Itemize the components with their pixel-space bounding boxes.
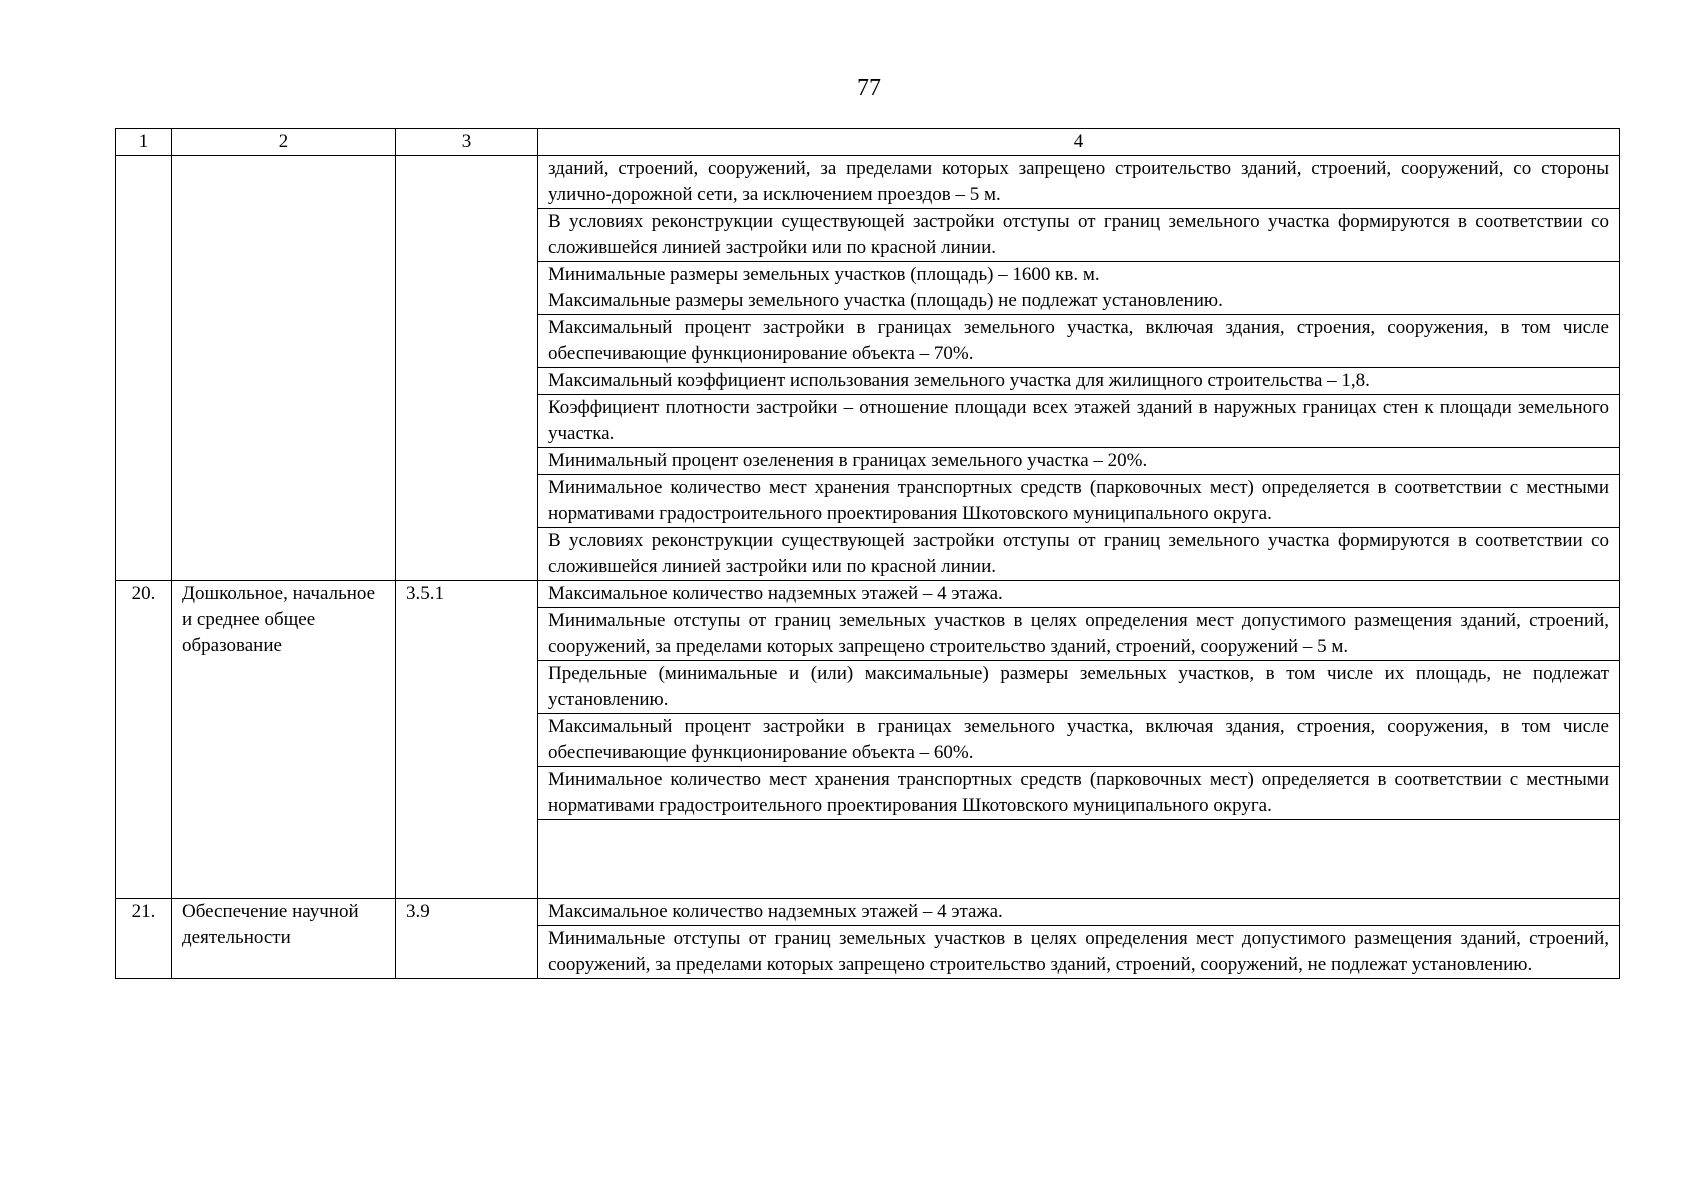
row-code-cell: 3.9	[396, 899, 538, 979]
header-row	[116, 129, 1620, 156]
row-name-cell	[172, 156, 396, 581]
regulation-paragraph: Минимальные отступы от границ земельных участков в целях определения мест допустимого размещения зданий, строений, сооружений, за пределами которых запрещено строительство зданий, строений, сооружений, не подлежат установлению.	[538, 926, 1620, 979]
table-row	[116, 581, 1620, 608]
table-row	[116, 899, 1620, 926]
table-row	[116, 156, 1620, 209]
regulation-paragraph: В условиях реконструкции существующей застройки отступы от границ земельного участка формируются в соответствии со сложившейся линией застройки или по красной линии.	[538, 528, 1620, 581]
header-col-3: 3	[396, 129, 538, 156]
regulation-paragraph: Минимальные размеры земельных участков (площадь) – 1600 кв. м. Максимальные размеры земельного участка (площадь) не подлежат установлению.	[538, 262, 1620, 315]
regulation-paragraph: Минимальное количество мест хранения транспортных средств (парковочных мест) определяется в соответствии с местными нормативами градостроительного проектирования Шкотовского муниципального округа.	[538, 475, 1620, 528]
regulations-table	[115, 128, 1620, 979]
regulation-paragraph: Максимальный процент застройки в границах земельного участка, включая здания, строения, сооружения, в том числе обеспечивающие функционирование объекта – 70%.	[538, 315, 1620, 368]
regulation-paragraph: Коэффициент плотности застройки – отношение площади всех этажей зданий в наружных границах стен к площади земельного участка.	[538, 395, 1620, 448]
regulation-paragraph: Минимальные отступы от границ земельных участков в целях определения мест допустимого размещения зданий, строений, сооружений, за пределами которых запрещено строительство зданий, строений, сооружений – 5 м.	[538, 608, 1620, 661]
table-body	[116, 156, 1620, 979]
regulation-paragraph: Предельные (минимальные и (или) максимальные) размеры земельных участков, в том числе их площадь, не подлежат установлению.	[538, 661, 1620, 714]
table-header	[116, 129, 1620, 156]
row-number-cell	[116, 156, 172, 581]
row-name-cell: Дошкольное, начальное и среднее общее образование	[172, 581, 396, 899]
row-number-cell: 21.	[116, 899, 172, 979]
header-col-1: 1	[116, 129, 172, 156]
regulation-paragraph: Максимальный коэффициент использования земельного участка для жилищного строительства – 1,8.	[538, 368, 1620, 395]
empty-cell	[538, 820, 1620, 899]
regulation-paragraph: зданий, строений, сооружений, за пределами которых запрещено строительство зданий, строений, сооружений, со стороны улично-дорожной сети, за исключением проездов – 5 м.	[538, 156, 1620, 209]
regulation-paragraph: Минимальное количество мест хранения транспортных средств (парковочных мест) определяется в соответствии с местными нормативами градостроительного проектирования Шкотовского муниципального округа.	[538, 767, 1620, 820]
regulation-paragraph: Максимальное количество надземных этажей – 4 этажа.	[538, 581, 1620, 608]
row-name-cell: Обеспечение научной деятельности	[172, 899, 396, 979]
row-code-cell: 3.5.1	[396, 581, 538, 899]
row-code-cell	[396, 156, 538, 581]
header-col-2: 2	[172, 129, 396, 156]
header-col-4: 4	[538, 129, 1620, 156]
regulation-paragraph: Минимальный процент озеленения в границах земельного участка – 20%.	[538, 448, 1620, 475]
row-number-cell: 20.	[116, 581, 172, 899]
regulation-paragraph: В условиях реконструкции существующей застройки отступы от границ земельного участка формируются в соответствии со сложившейся линией застройки или по красной линии.	[538, 209, 1620, 262]
page-number: 77	[857, 75, 881, 101]
regulation-paragraph: Максимальное количество надземных этажей – 4 этажа.	[538, 899, 1620, 926]
regulation-paragraph: Максимальный процент застройки в границах земельного участка, включая здания, строения, сооружения, в том числе обеспечивающие функционирование объекта – 60%.	[538, 714, 1620, 767]
